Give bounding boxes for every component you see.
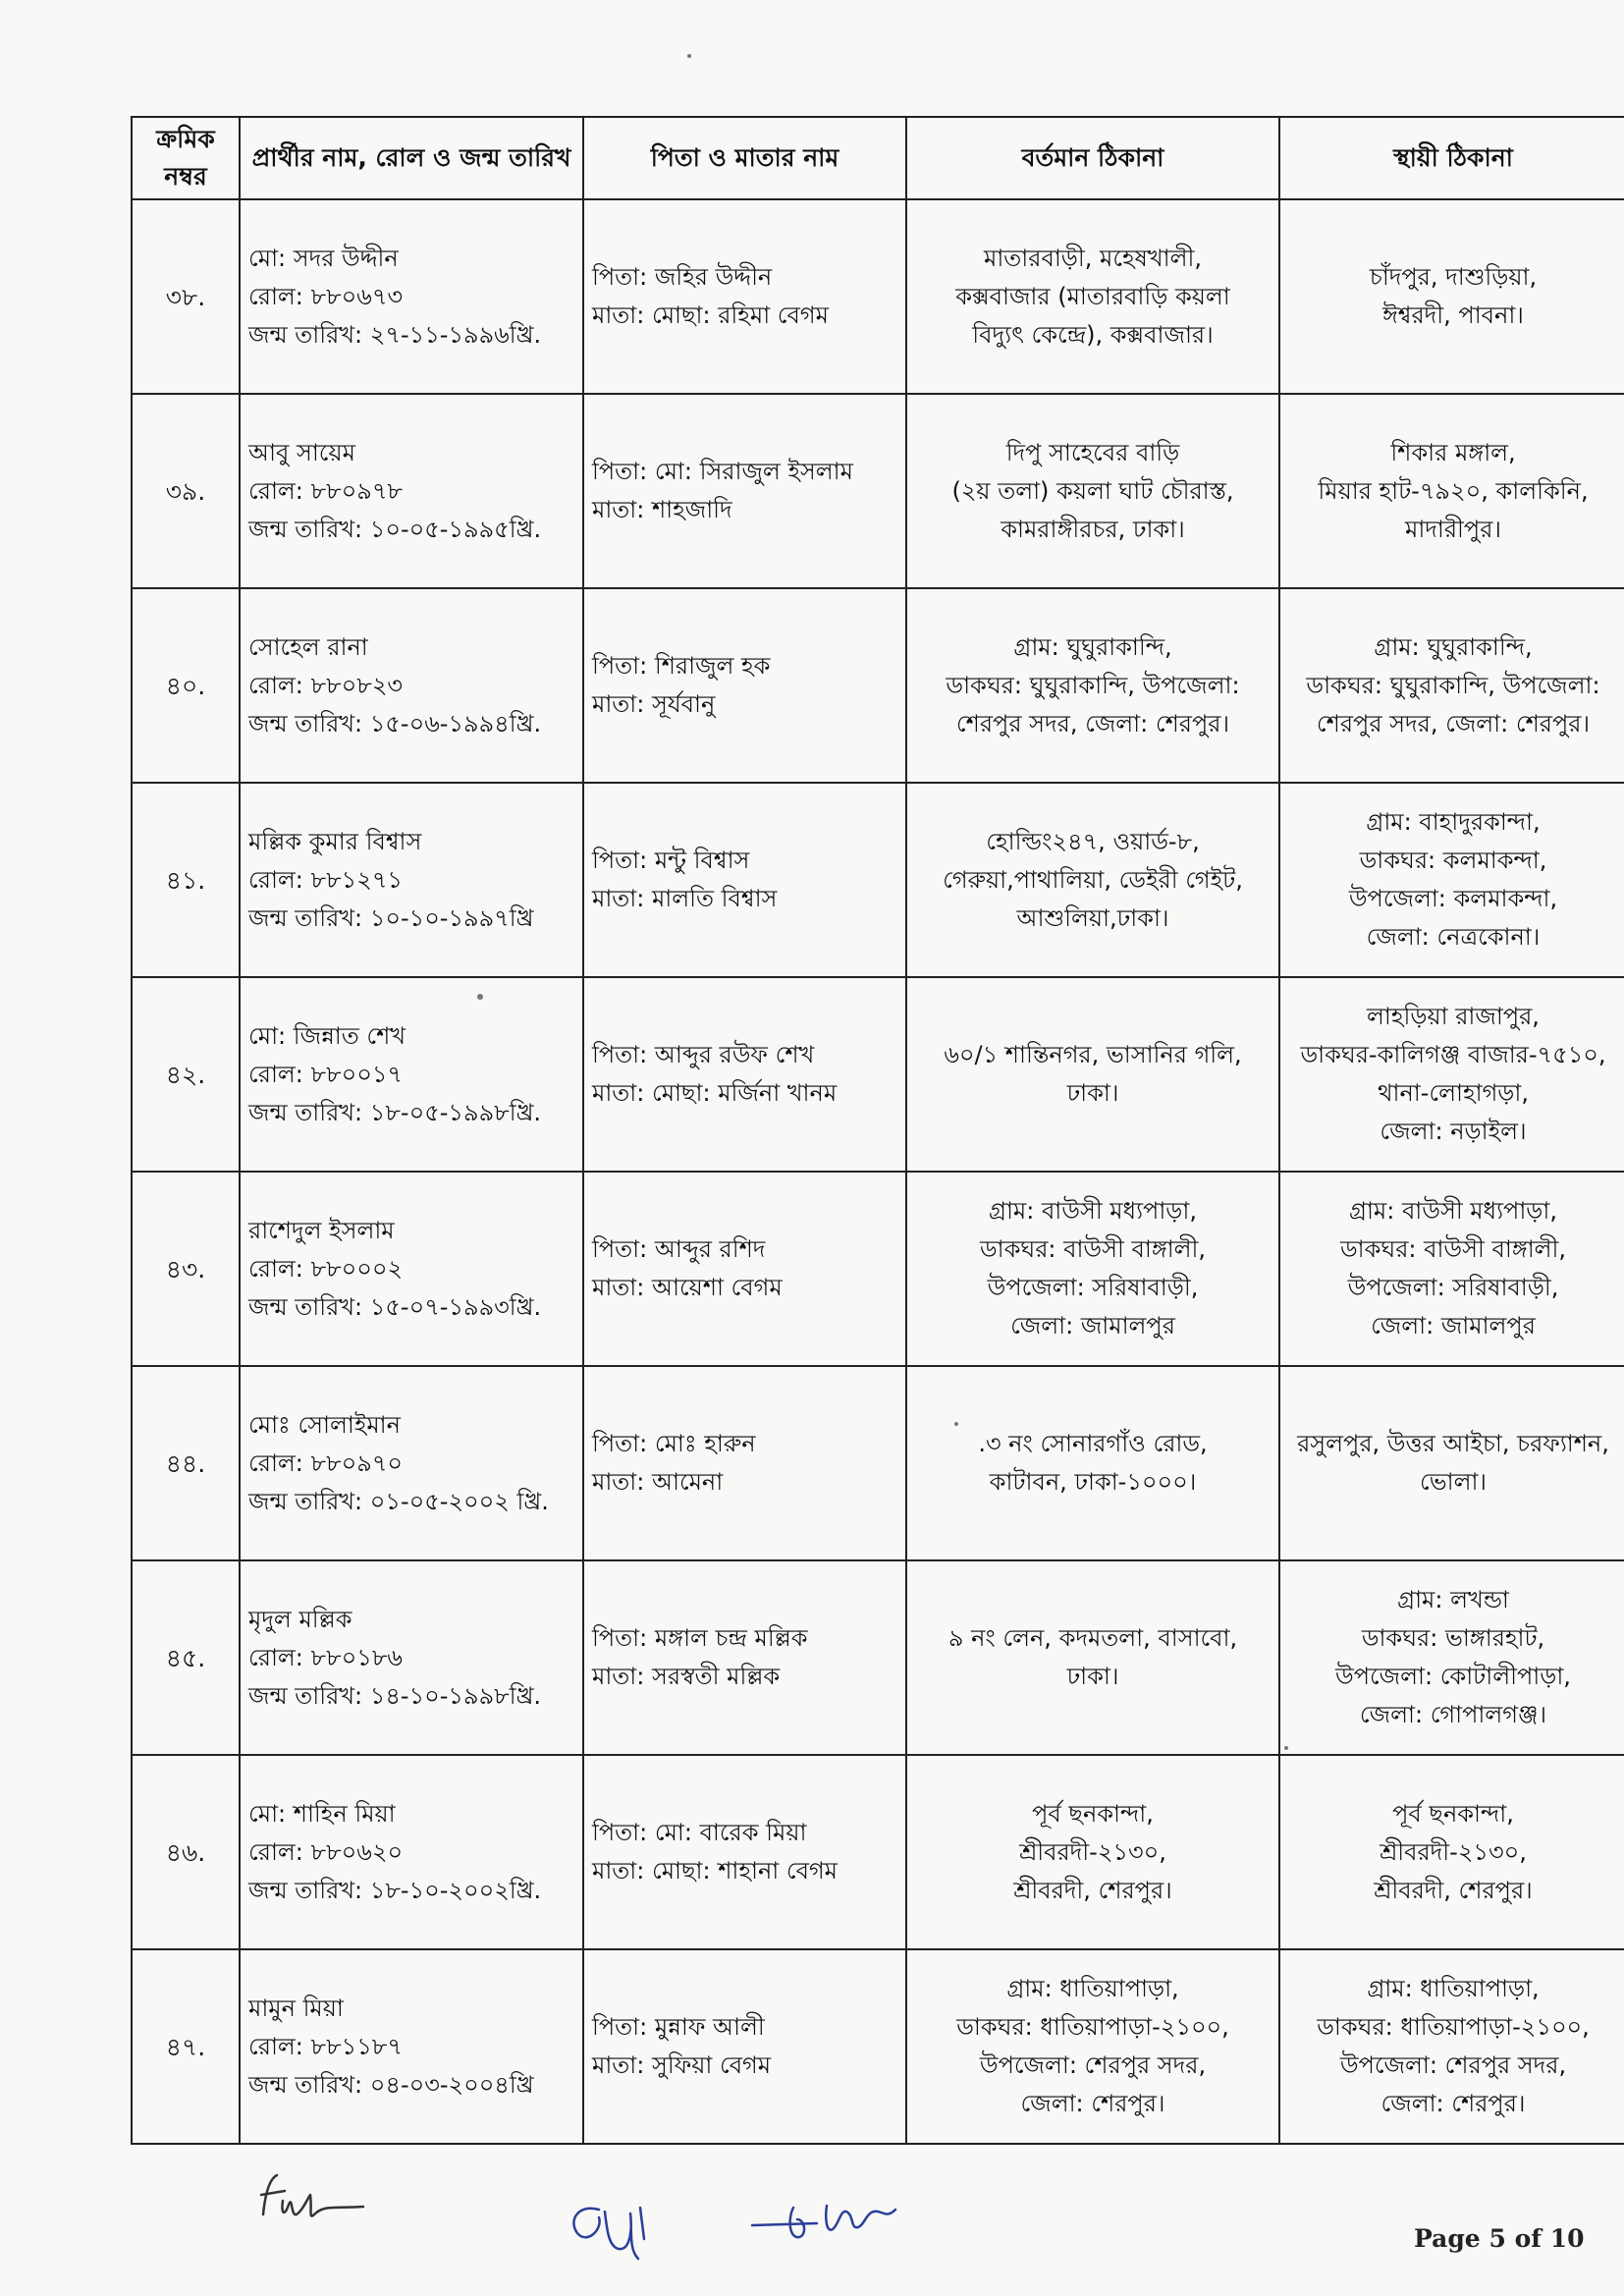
cell-candidate-line: রোল: ৮৮১২৭১ [248,865,404,894]
cell-present-address [906,588,1279,783]
cell-serial: ৩৯. [132,394,240,588]
cell-permanent-address-line: লাহড়িয়া রাজাপুর, [1367,1003,1540,1030]
cell-parents [583,977,906,1172]
cell-present-address-line: হোল্ডিং২৪৭, ওয়ার্ড-৮, [986,827,1200,855]
signature-2 [560,2190,677,2264]
cell-present-address [906,1366,1279,1560]
cell-present-address-line: গেরুয়া,পাথালিয়া, ডেইরী গেইট, [943,865,1243,894]
cell-candidate [240,977,583,1172]
header-permanent-address: স্থায়ী ঠিকানা [1279,117,1624,199]
cell-present-address-line: কক্সবাজার (মাতারবাড়ি কয়লা [955,282,1230,310]
cell-permanent-address [1279,977,1624,1172]
cell-candidate-line: জন্ম তারিখ: ১০-০৫-১৯৯৫খ্রি. [248,515,542,543]
cell-parents-line: মাতা: আয়েশা বেগম [592,1274,783,1301]
cell-permanent-address-line: জেলা: শেরপুর। [1380,2090,1526,2117]
cell-candidate-line: আবু সায়েম [248,438,355,466]
cell-parents [583,1366,906,1560]
table-row [132,1560,1624,1755]
cell-candidate [240,1172,583,1366]
cell-permanent-address-line: গ্রাম: বাউসী মধ্যপাড়া, [1348,1197,1558,1225]
cell-present-address-line: শেরপুর সদর, জেলা: শেরপুর। [955,709,1230,738]
cell-serial: ৪৭. [132,1949,240,2144]
table-row [132,1755,1624,1949]
cell-parents-line: মাতা: সরস্বতী মল্লিক [592,1663,781,1690]
cell-permanent-address-line: শিকার মঙ্গাল, [1390,438,1516,466]
cell-permanent-address-line: মিয়ার হাট-৭৯২০, কালকিনি, [1318,476,1589,505]
cell-present-address [906,1560,1279,1755]
cell-permanent-address [1279,1949,1624,2144]
cell-present-address-line: বিদ্যুৎ কেন্দ্রে), কক্সবাজার। [972,320,1214,349]
cell-permanent-address-line: মাদারীপুর। [1405,515,1501,543]
cell-permanent-address-line: ভোলা। [1419,1468,1487,1496]
cell-present-address-line: .৩ নং সোনারগাঁও রোড, [978,1430,1208,1457]
cell-present-address-line: দিপু সাহেবের বাড়ি [1005,438,1180,466]
cell-present-address-line: ডাকঘর: ধাতিয়াপাড়া-২১০০, [956,2013,1229,2041]
cell-serial: ৪২. [132,977,240,1172]
cell-permanent-address-line: ডাকঘর-কালিগঞ্জ বাজার-৭৫১০, [1300,1041,1606,1068]
candidate-table [131,116,1624,2145]
cell-candidate-line: মল্লিক কুমার বিশ্বাস [248,827,422,855]
cell-present-address-line: ৬০/১ শান্তিনগর, ভাসানির গলি, [944,1041,1242,1068]
cell-present-address-line: (২য় তলা) কয়লা ঘাট চৌরাস্ত, [951,476,1234,505]
cell-present-address-line: গ্রাম: ঘুঘুরাকান্দি, [1013,632,1172,661]
cell-candidate-line: মামুন মিয়া [248,1994,344,2022]
cell-permanent-address-line: গ্রাম: ধাতিয়াপাড়া, [1367,1975,1540,2002]
cell-candidate-line: জন্ম তারিখ: ১৫-০৭-১৯৯৩খ্রি. [248,1292,542,1321]
cell-serial: ৪১. [132,783,240,977]
page-of: of [1514,2224,1542,2253]
page-current: 5 [1489,2224,1506,2253]
table-body [132,199,1624,2144]
cell-permanent-address-line: শ্রীবরদী, শেরপুর। [1374,1876,1533,1904]
cell-candidate-line: রোল: ৮৮০৯৭০ [248,1449,404,1477]
cell-permanent-address-line: উপজেলা: কলমাকন্দা, [1348,885,1558,912]
cell-present-address-line: শ্রীবরদী, শেরপুর। [1013,1876,1172,1904]
cell-permanent-address-line: জেলা: নড়াইল। [1380,1118,1527,1145]
cell-candidate-line: জন্ম তারিখ: ১০-১০-১৯৯৭খ্রি [248,903,534,932]
cell-permanent-address-line: শেরপুর সদর, জেলা: শেরপুর। [1316,709,1591,738]
cell-candidate-line: জন্ম তারিখ: ১৫-০৬-১৯৯৪খ্রি. [248,709,542,738]
cell-parents-line: মাতা: শাহজাদি [592,496,732,523]
cell-candidate-line: জন্ম তারিখ: ০১-০৫-২০০২ খ্রি. [248,1487,549,1515]
cell-candidate-line: রোল: ৮৮০০০২ [248,1254,404,1283]
cell-parents-line: মাতা: মোছা: রহিমা বেগম [592,301,829,329]
cell-candidate [240,199,583,394]
cell-parents [583,1172,906,1366]
cell-present-address-line: উপজেলা: সরিষাবাড়ী, [987,1274,1199,1301]
cell-candidate [240,394,583,588]
cell-parents-line: মাতা: মোছা: শাহানা বেগম [592,1857,839,1885]
cell-candidate-line: রোল: ৮৮০৯৭৮ [248,476,404,505]
cell-permanent-address [1279,1172,1624,1366]
cell-present-address-line: উপজেলা: শেরপুর সদর, [979,2051,1207,2079]
cell-present-address-line: গ্রাম: ধাতিয়াপাড়া, [1006,1975,1179,2002]
cell-parents-line: মাতা: সুফিয়া বেগম [592,2051,772,2079]
cell-parents-line: পিতা: মোঃ হারুন [592,1430,756,1457]
signature-3 [748,2190,905,2259]
cell-candidate [240,1949,583,2144]
cell-parents [583,199,906,394]
cell-present-address-line: ডাকঘর: ঘুঘুরাকান্দি, উপজেলা: [946,671,1240,699]
cell-present-address-line: ঢাকা। [1066,1079,1119,1107]
signature-1 [255,2165,373,2234]
cell-permanent-address-line: উপজেলা: কোটালীপাড়া, [1335,1663,1571,1690]
cell-parents [583,1755,906,1949]
cell-candidate-line: মো: সদর উদ্দীন [248,244,399,272]
cell-present-address-line: জেলা: জামালপুর [1010,1312,1175,1339]
cell-candidate-line: রোল: ৮৮০৮২৩ [248,671,404,699]
cell-permanent-address-line: উপজেলা: শেরপুর সদর, [1339,2051,1567,2079]
page-total: 10 [1549,2224,1585,2253]
cell-parents-line: পিতা: মুন্নাফ আলী [592,2013,765,2041]
cell-permanent-address-line: ডাকঘর: কলমাকন্দা, [1359,847,1547,874]
cell-parents [583,783,906,977]
cell-parents [583,1560,906,1755]
cell-present-address [906,783,1279,977]
table-row [132,783,1624,977]
header-present-address: বর্তমান ঠিকানা [906,117,1279,199]
cell-parents-line: মাতা: মোছা: মর্জিনা খানম [592,1079,838,1107]
cell-candidate-line: জন্ম তারিখ: ১৮-১০-২০০২খ্রি. [248,1876,542,1904]
cell-present-address [906,977,1279,1172]
page-label: Page [1414,2224,1481,2253]
cell-parents [583,394,906,588]
table-row [132,199,1624,394]
cell-parents [583,588,906,783]
cell-candidate-line: জন্ম তারিখ: ০৪-০৩-২০০৪খ্রি [248,2070,534,2099]
cell-serial: ৩৮. [132,199,240,394]
scan-speck [687,54,691,58]
cell-parents-line: পিতা: মন্টু বিশ্বাস [592,847,750,874]
cell-permanent-address-line: ডাকঘর: ধাতিয়াপাড়া-২১০০, [1317,2013,1590,2041]
cell-candidate-line: রোল: ৮৮১১৮৭ [248,2032,403,2060]
cell-serial: ৪৪. [132,1366,240,1560]
cell-serial: ৪৬. [132,1755,240,1949]
cell-present-address-line: কামরাঙ্গীরচর, ঢাকা। [1001,515,1185,543]
cell-candidate-line: রোল: ৮৮০৬৭৩ [248,282,404,310]
cell-permanent-address-line: রসুলপুর, উত্তর আইচা, চরফ্যাশন, [1297,1430,1609,1457]
cell-serial: ৪৩. [132,1172,240,1366]
cell-permanent-address-line: ঈশ্বরদী, পাবনা। [1382,301,1524,329]
cell-present-address-line: কাটাবন, ঢাকা-১০০০। [989,1468,1197,1496]
cell-candidate [240,1560,583,1755]
cell-permanent-address-line: উপজেলা: সরিষাবাড়ী, [1347,1274,1559,1301]
cell-parents [583,1949,906,2144]
cell-present-address-line: আশুলিয়া,ঢাকা। [1016,903,1169,932]
cell-candidate-line: মো: শাহিন মিয়া [248,1799,396,1828]
table-row [132,1949,1624,2144]
cell-candidate-line: রোল: ৮৮০৬২০ [248,1837,404,1866]
cell-present-address-line: মাতারবাড়ী, মহেষখালী, [984,244,1202,272]
cell-candidate-line: রাশেদুল ইসলাম [248,1216,395,1244]
header-parents: পিতা ও মাতার নাম [583,117,906,199]
cell-permanent-address-line: জেলা: নেত্রকোনা। [1366,923,1541,951]
cell-permanent-address-line: পূর্ব ছনকান্দা, [1392,1799,1514,1828]
cell-present-address [906,1755,1279,1949]
cell-present-address [906,199,1279,394]
cell-present-address-line: জেলা: শেরপুর। [1020,2090,1165,2117]
table-row [132,977,1624,1172]
cell-present-address [906,1949,1279,2144]
cell-candidate [240,588,583,783]
cell-permanent-address [1279,394,1624,588]
table-row [132,1172,1624,1366]
cell-permanent-address-line: গ্রাম: ঘুঘুরাকান্দি, [1374,632,1533,661]
cell-candidate [240,1755,583,1949]
table-row [132,394,1624,588]
cell-candidate-line: রোল: ৮৮০১৮৬ [248,1643,404,1671]
cell-parents-line: পিতা: জহির উদ্দীন [592,263,773,291]
cell-permanent-address [1279,1366,1624,1560]
cell-parents-line: মাতা: আমেনা [592,1468,724,1496]
cell-candidate-line: সোহেল রানা [248,632,368,661]
cell-present-address-line: পূর্ব ছনকান্দা, [1032,1799,1154,1828]
cell-candidate-line: মো: জিন্নাত শেখ [248,1021,406,1050]
cell-parents-line: মাতা: মালতি বিশ্বাস [592,885,778,912]
header-serial: ক্রমিক নম্বর [132,117,240,199]
cell-permanent-address-line: ডাকঘর: ঘুঘুরাকান্দি, উপজেলা: [1306,671,1600,699]
cell-present-address-line: ডাকঘর: বাউসী বাঙ্গালী, [979,1235,1207,1263]
cell-parents-line: পিতা: মো: সিরাজুল ইসলাম [592,458,853,485]
table-row [132,1366,1624,1560]
cell-present-address-line: ৯ নং লেন, কদমতলা, বাসাবো, [947,1624,1238,1652]
cell-parents-line: পিতা: মো: বারেক মিয়া [592,1819,807,1846]
cell-permanent-address-line: গ্রাম: লখন্ডা [1397,1586,1509,1613]
cell-present-address-line: ঢাকা। [1066,1663,1119,1690]
cell-candidate-line: রোল: ৮৮০০১৭ [248,1060,404,1088]
cell-permanent-address-line: জেলা: জামালপুর [1371,1312,1536,1339]
cell-permanent-address [1279,1755,1624,1949]
cell-permanent-address-line: ডাকঘর: বাউসী বাঙ্গালী, [1339,1235,1567,1263]
cell-candidate-line: জন্ম তারিখ: ১৪-১০-১৯৯৮খ্রি. [248,1681,542,1710]
cell-candidate-line: জন্ম তারিখ: ২৭-১১-১৯৯৬খ্রি. [248,320,542,349]
cell-candidate-line: জন্ম তারিখ: ১৮-০৫-১৯৯৮খ্রি. [248,1098,542,1126]
cell-permanent-address-line: ডাকঘর: ভাঙ্গারহাট, [1361,1624,1545,1652]
cell-permanent-address [1279,199,1624,394]
page-number [1414,2224,1585,2253]
cell-present-address [906,394,1279,588]
cell-candidate [240,783,583,977]
header-name: প্রার্থীর নাম, রোল ও জন্ম তারিখ [240,117,583,199]
cell-permanent-address-line: শ্রীবরদী-২১৩০, [1380,1837,1527,1866]
cell-serial: ৪৫. [132,1560,240,1755]
cell-permanent-address-line: জেলা: গোপালগঞ্জ। [1359,1701,1547,1728]
cell-candidate [240,1366,583,1560]
cell-permanent-address-line: গ্রাম: বাহাদুরকান্দা, [1366,808,1541,836]
cell-serial: ৪০. [132,588,240,783]
cell-present-address [906,1172,1279,1366]
cell-candidate-line: মোঃ সোলাইমান [248,1410,401,1439]
cell-present-address-line: গ্রাম: বাউসী মধ্যপাড়া, [988,1197,1198,1225]
cell-permanent-address-line: চাঁদপুর, দাশুড়িয়া, [1369,263,1538,291]
table-header-row [132,117,1624,199]
cell-parents-line: পিতা: মঙ্গাল চন্দ্র মল্লিক [592,1624,808,1652]
cell-permanent-address [1279,1560,1624,1755]
cell-candidate-line: মৃদুল মল্লিক [248,1605,352,1633]
cell-permanent-address [1279,783,1624,977]
cell-parents-line: পিতা: আব্দুর রউফ শেখ [592,1041,815,1068]
cell-permanent-address-line: থানা-লোহাগড়া, [1377,1079,1530,1107]
table-row [132,588,1624,783]
cell-parents-line: পিতা: শিরাজুল হক [592,652,771,680]
cell-permanent-address [1279,588,1624,783]
cell-parents-line: পিতা: আব্দুর রশিদ [592,1235,766,1263]
cell-present-address-line: শ্রীবরদী-২১৩০, [1019,1837,1166,1866]
cell-parents-line: মাতা: সূর্যবানু [592,690,716,718]
